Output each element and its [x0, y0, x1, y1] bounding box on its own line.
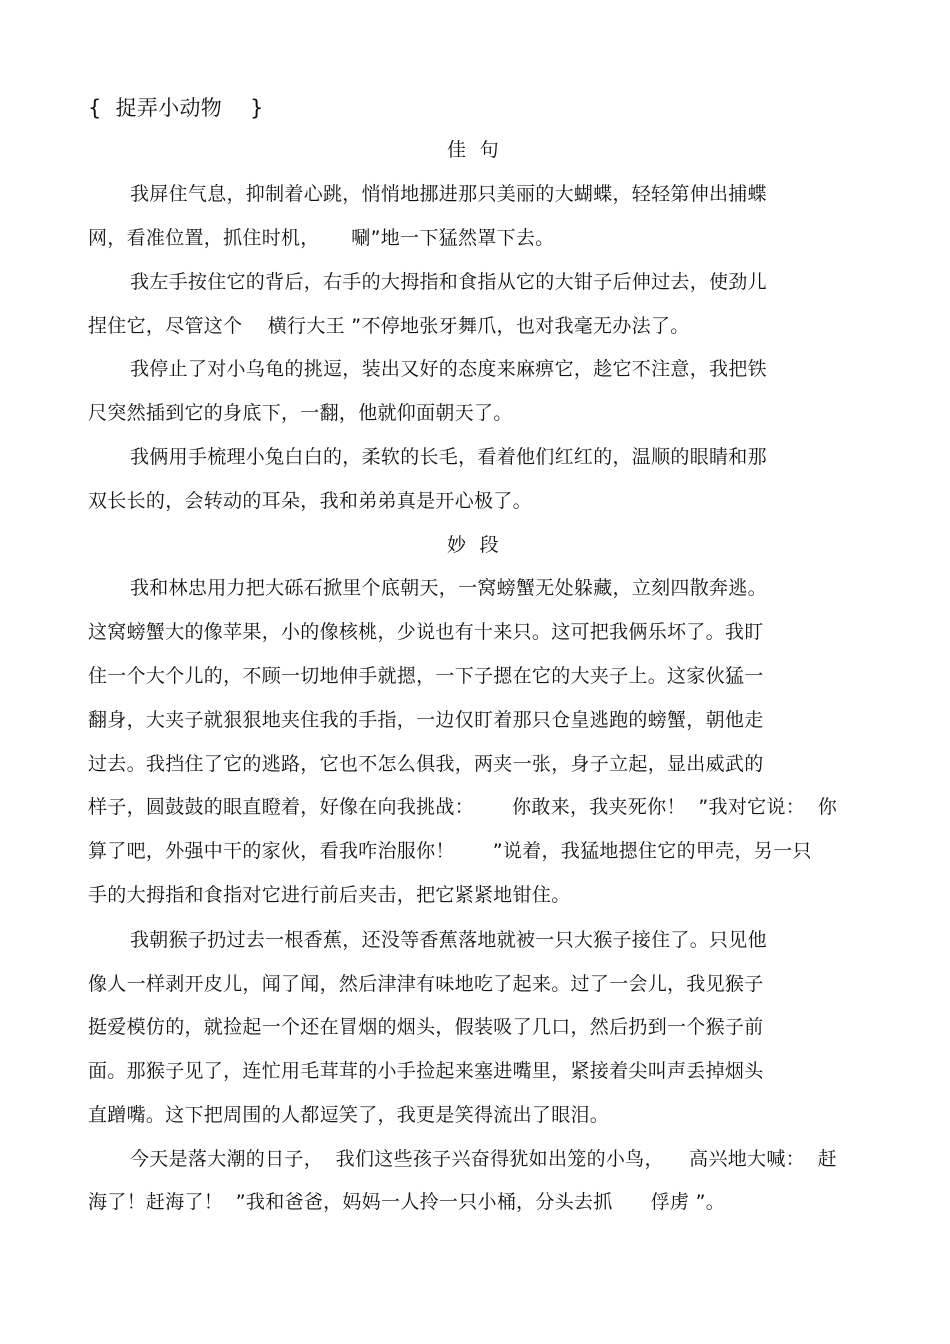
- text-line: 今天是落大潮的日子， 我们这些孩子兴奋得犹如出笼的小鸟， 高兴地大喊： 赶: [130, 1148, 837, 1170]
- text-line: 我和林忠用力把大砾石掀里个底朝天，一窝螃蟹无处躲藏，立刻四散奔逃。: [130, 577, 767, 599]
- text-line: 我左手按住它的背后，右手的大拇指和食指从它的大钳子后伸过去，使劲儿: [130, 271, 767, 293]
- text-line: 挺爱模仿的，就捡起一个还在冒烟的烟头，假装吸了几口，然后扔到一个猴子前: [88, 1016, 764, 1038]
- text-line: 这窝螃蟹大的像苹果，小的像核桃，少说也有十来只。这可把我俩乐坏了。我盯: [88, 621, 764, 643]
- text-line: 双长长的，会转动的耳朵，我和弟弟真是开心极了。: [88, 490, 532, 512]
- text-line: 住一个大个儿的，不顾一切地伸手就摁，一下子摁在它的大夹子上。这家伙猛一: [88, 665, 764, 687]
- document-title: { 捉弄小动物 }: [88, 96, 264, 120]
- text-line: 我朝猴子扔过去一根香蕉，还没等香蕉落地就被一只大猴子接住了。只见他: [130, 929, 767, 951]
- section-heading-miaoduan: 妙 段: [447, 534, 500, 556]
- text-line: 捏住它，尽管这个 横行大王 ”不停地张牙舞爪，也对我毫无办法了。: [88, 315, 690, 337]
- text-line: 海了！赶海了！ ”我和爸爸，妈妈一人拎一只小桶，分头去抓 俘虏 ”。: [88, 1191, 726, 1213]
- text-line: 过去。我挡住了它的逃路，它也不怎么俱我，两夹一张，身子立起，显出威武的: [88, 753, 764, 775]
- text-line: 样子，圆鼓鼓的眼直瞪着，好像在向我挑战： 你敢来，我夹死你！ ”我对它说： 你: [88, 796, 838, 818]
- section-heading-jiaju: 佳 句: [447, 139, 500, 161]
- text-line: 翻身，大夹子就狠狠地夹住我的手指，一边仅盯着那只仓皇逃跑的螃蟹，朝他走: [88, 709, 764, 731]
- text-line: 直蹭嘴。这下把周围的人都逗笑了，我更是笑得流出了眼泪。: [88, 1104, 610, 1126]
- text-line: 我屏住气息，抑制着心跳，悄悄地挪进那只美丽的大蝴蝶，轻轻第伸出捕蝶: [130, 183, 767, 205]
- text-line: 算了吧，外强中干的家伙，看我咋治服你！ ”说着，我猛地摁住它的甲壳，另一只: [88, 840, 812, 862]
- text-line: 像人一样剥开皮儿，闻了闻，然后津津有味地吃了起来。过了一会儿，我见猴子: [88, 973, 764, 995]
- text-line: 网，看准位置，抓住时机， 唰”地一下猛然罩下去。: [88, 227, 555, 249]
- text-line: 我停止了对小乌龟的挑逗，装出又好的态度来麻痹它，趁它不注意，我把铁: [130, 358, 767, 380]
- text-line: 尺突然插到它的身底下，一翻，他就仰面朝天了。: [88, 402, 513, 424]
- text-line: 手的大拇指和食指对它进行前后夹击，把它紧紧地钳住。: [88, 884, 571, 906]
- text-line: 面。那猴子见了，连忙用毛茸茸的小手捡起来塞进嘴里，紧接着尖叫声丢掉烟头: [88, 1060, 764, 1082]
- text-line: 我俩用手梳理小兔白白的，柔软的长毛，看着他们红红的，温顺的眼睛和那: [130, 446, 767, 468]
